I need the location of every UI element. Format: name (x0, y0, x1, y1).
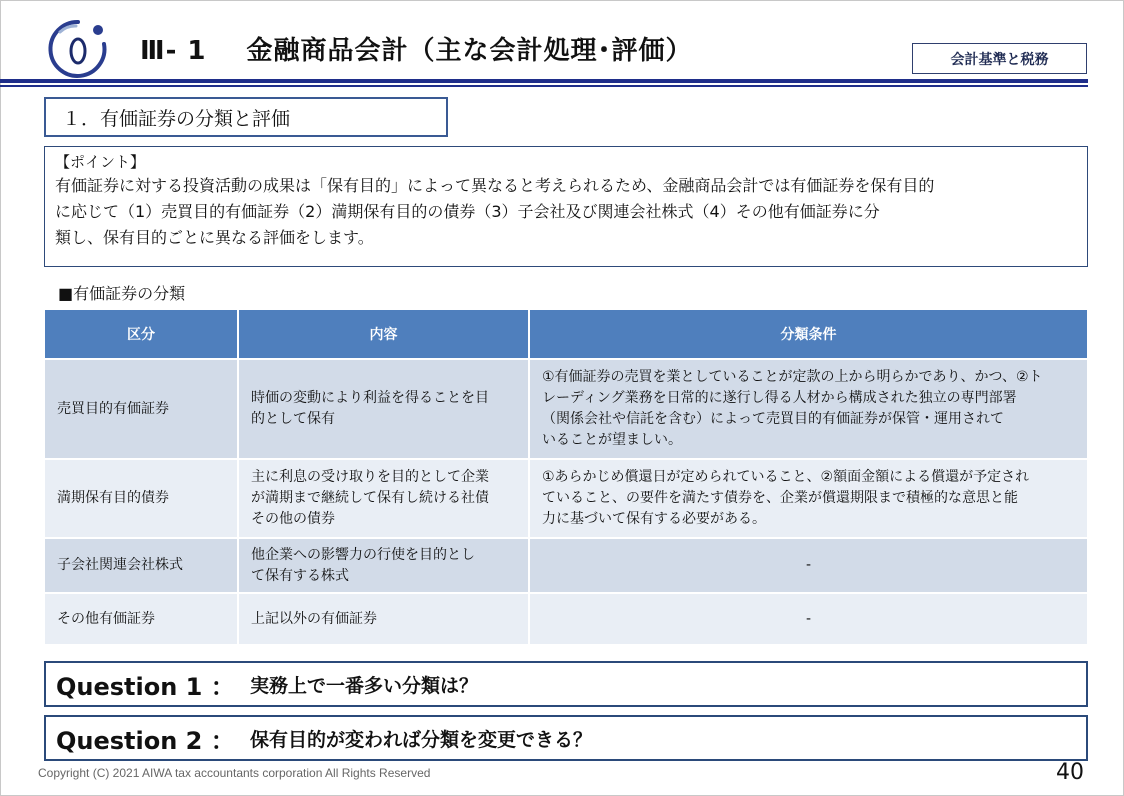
table-row (45, 459, 1088, 538)
row-category: その他有価証券 (45, 593, 238, 645)
row-content (238, 359, 529, 459)
row-category: 子会社関連会社株式 (45, 538, 238, 593)
content-line: 時価の変動により利益を得ることを目 (251, 390, 489, 406)
point-line: 類し、保有目的ごとに異なる評価をします。 (55, 228, 374, 247)
header-rule-thin (0, 85, 1088, 87)
content-line: 上記以外の有価証券 (251, 610, 377, 627)
point-box (44, 146, 1088, 267)
page-title (140, 30, 693, 67)
category-tag: 会計基準と税務 (912, 43, 1087, 74)
condition-line: ①有価証券の売買を業としていることが定款の上から明らかであり、かつ、②ト (542, 369, 1043, 385)
table-header-row (45, 310, 1088, 359)
content-line: 他企業への影響力の行使を目的とし (251, 546, 475, 563)
content-line: 的として保有 (251, 411, 335, 427)
classification-table (45, 310, 1089, 646)
point-line: に応じて（1）売買目的有価証券（2）満期保有目的の債券（3）子会社及び関連会社株式（4）その他有価証券に分 (55, 202, 880, 221)
header-rule-thick (0, 79, 1088, 83)
table-subheading: ■有価証券の分類 (58, 284, 186, 303)
page-number: 40 (1056, 760, 1084, 785)
question-text: 保有目的が変われば分類を変更できる？ (250, 728, 593, 751)
header-content: 内容 (238, 310, 529, 359)
table-row (45, 538, 1088, 593)
row-condition: - (529, 538, 1088, 593)
row-condition: - (529, 593, 1088, 645)
row-condition (529, 459, 1088, 538)
section-title: １．有価証券の分類と評価 (44, 97, 448, 137)
chapter-title: 金融商品会計（主な会計処理･評価） (246, 36, 693, 66)
content-line: その他の債券 (251, 511, 335, 527)
content-line: 主に利息の受け取りを目的として企業 (251, 469, 489, 485)
aiwa-logo-icon (46, 18, 110, 80)
content-line: が満期まで継続して保有し続ける社債 (251, 490, 489, 506)
row-content (238, 459, 529, 538)
content-line: て保有する株式 (251, 567, 349, 584)
chapter-number: Ⅲ- 1 (140, 36, 207, 66)
question-label: Question 2 ： (56, 726, 235, 755)
condition-line: （関係会社や信託を含む）によって売買目的有価証券が保管・運用されて (542, 411, 1004, 427)
condition-line: ①あらかじめ償還日が定められていること、②額面金額による償還が予定され (542, 469, 1030, 485)
header-category: 区分 (45, 310, 238, 359)
condition-line: ていること、の要件を満たす債券を、企業が償還期限まで積極的な意思と能 (542, 490, 1018, 506)
row-content (238, 538, 529, 593)
row-category: 売買目的有価証券 (45, 359, 238, 459)
point-line: 有価証券に対する投資活動の成果は「保有目的」によって異なると考えられるため、金融商品会計では有価証券を保有目的 (55, 176, 935, 195)
point-heading: 【ポイント】 (55, 153, 146, 171)
question-box-1 (44, 661, 1088, 707)
row-condition (529, 359, 1088, 459)
condition-line: レーディング業務を日常的に遂行し得る人材から構成された独立の専門部署 (542, 390, 1017, 406)
question-label: Question 1 ： (56, 672, 235, 701)
question-text: 実務上で一番多い分類は？ (250, 674, 479, 697)
question-box-2 (44, 715, 1088, 761)
row-category: 満期保有目的債券 (45, 459, 238, 538)
header-condition: 分類条件 (529, 310, 1088, 359)
condition-line: 力に基づいて保有する必要がある。 (542, 511, 766, 527)
table-row (45, 359, 1088, 459)
condition-line: いることが望ましい。 (542, 432, 682, 448)
row-content (238, 593, 529, 645)
copyright: Copyright (C) 2021 AIWA tax accountants corporation All Rights Reserved (38, 766, 431, 780)
table-row (45, 593, 1088, 645)
